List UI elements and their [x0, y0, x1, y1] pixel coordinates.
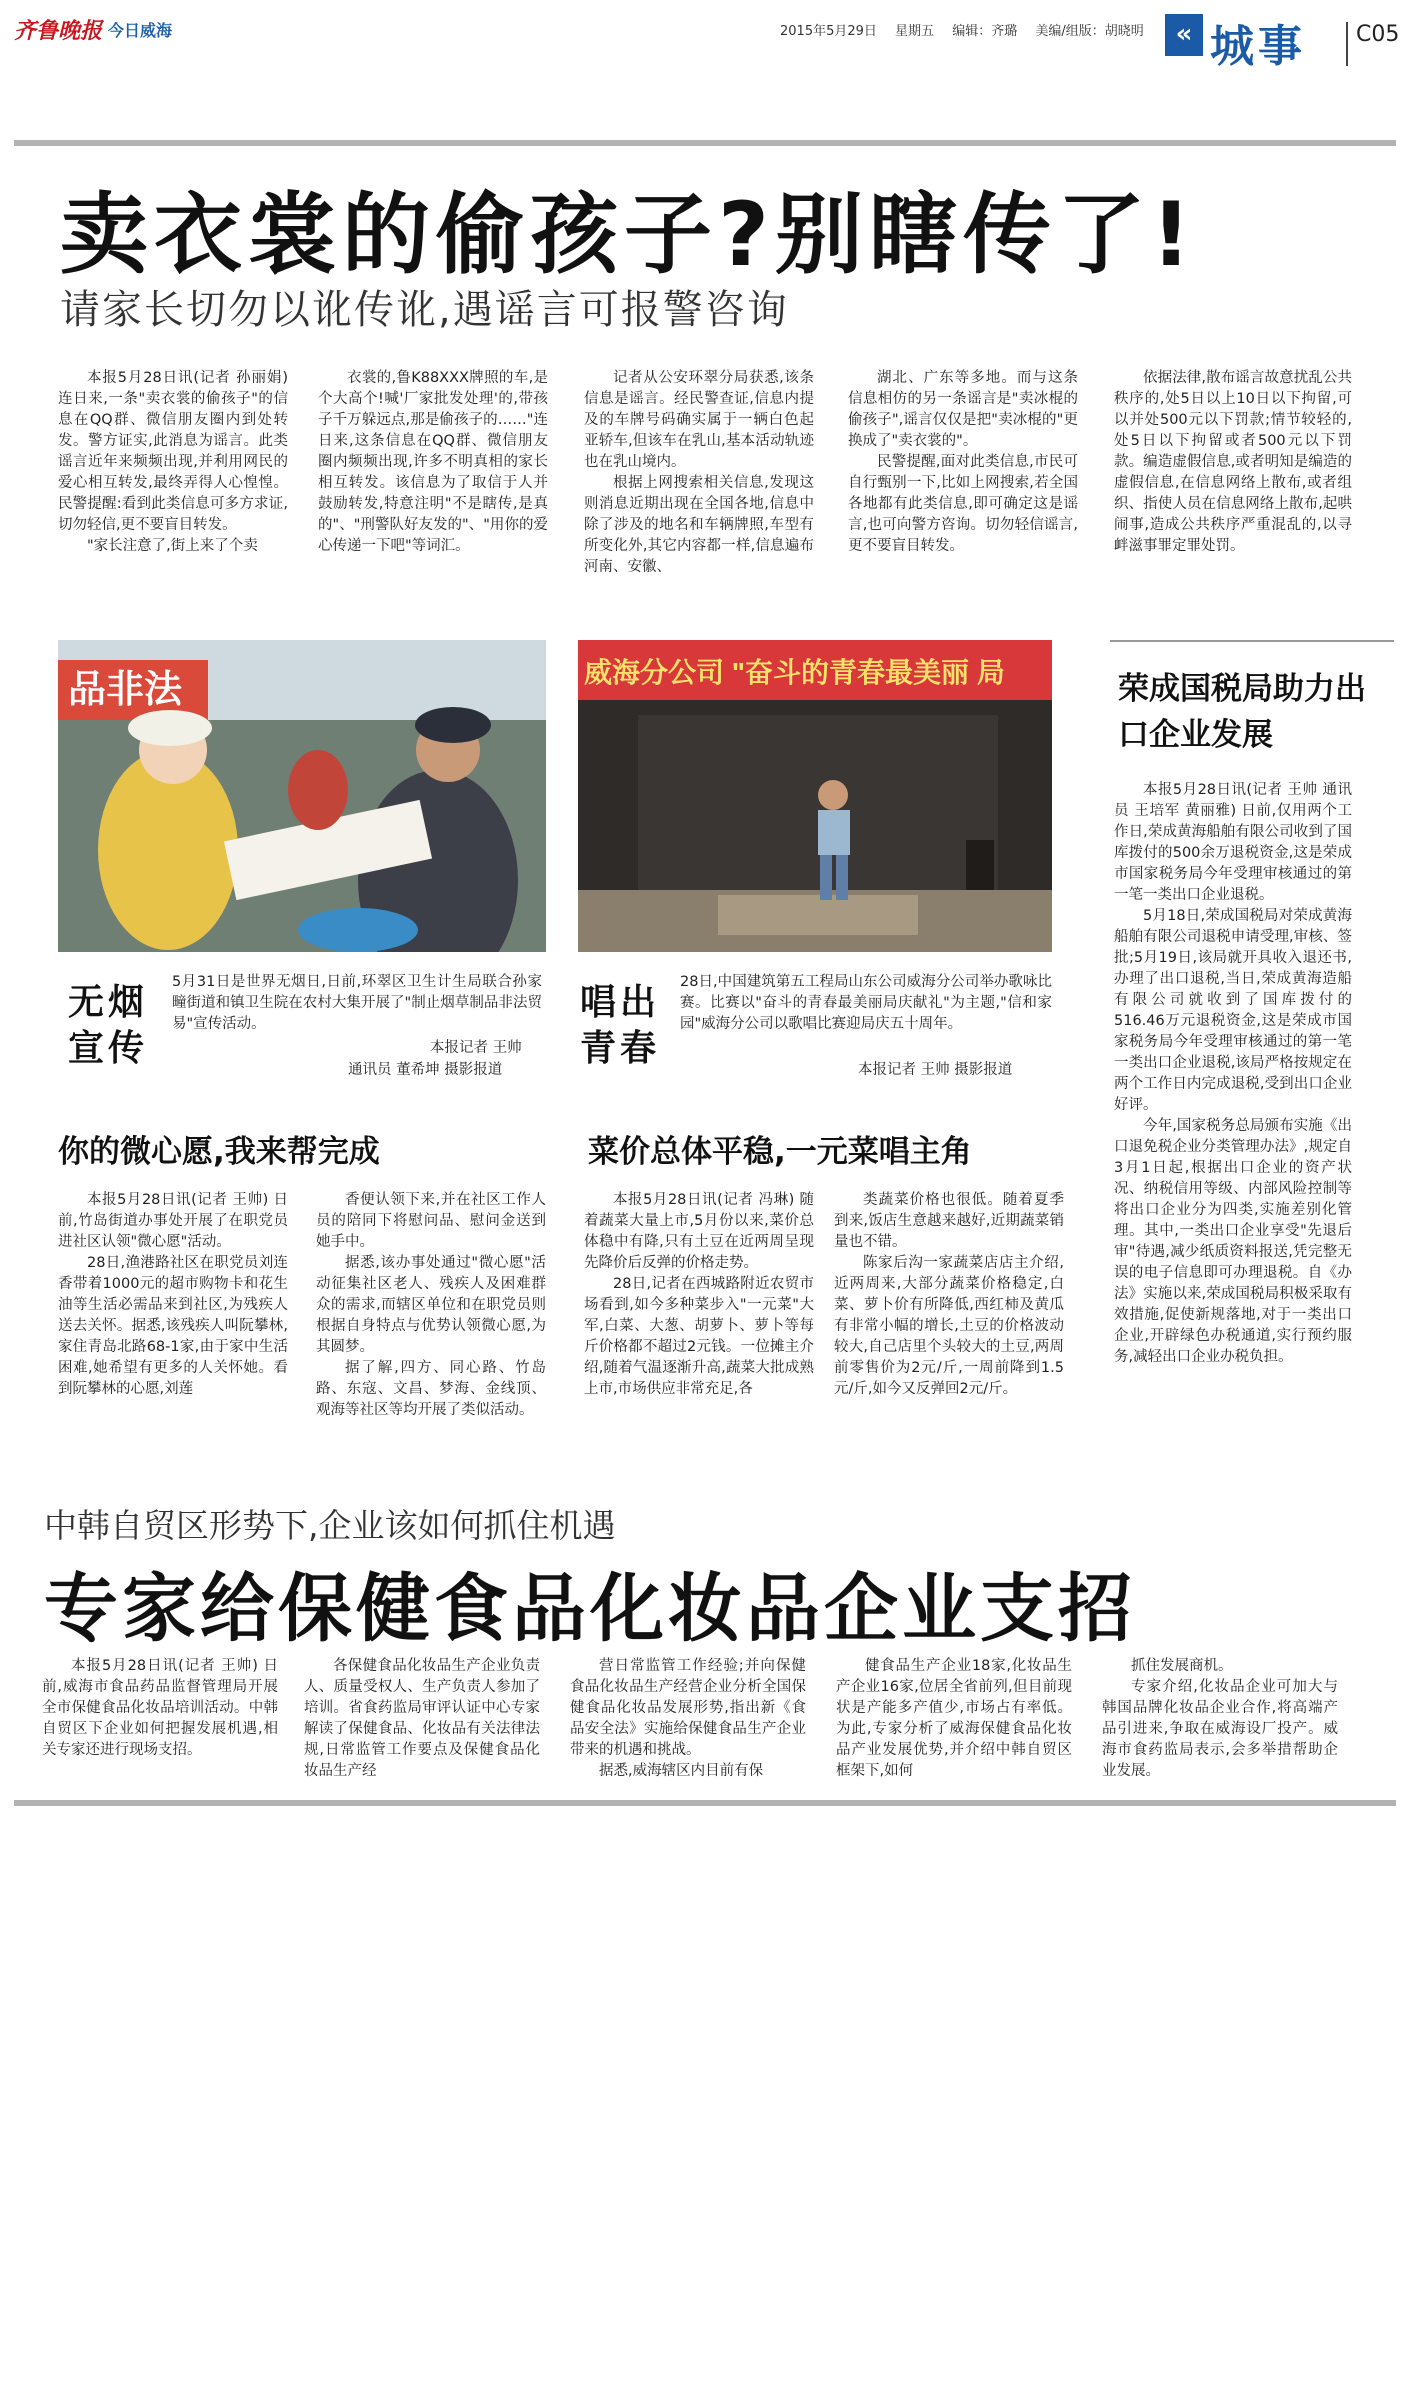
photo1-credit-1: 本报记者 王帅 [430, 1040, 522, 1056]
wish-col-1 [58, 1190, 288, 1466]
main-col-text: 民警提醒,面对此类信息,市民可自行甄别一下,比如上网搜索,若全国各地都有此类信息,即可确定这是谣言,也可向警方咨询。切勿轻信谣言,更不要盲目转发。 [848, 454, 1078, 554]
fta-col-text: 各保健食品化妆品生产企业负责人、质量受权人、生产负责人参加了培训。省食药监局审评认证中心专家解读了保健食品、化妆品有关法律法规,日常监管工作要点及保健食品化妆品生产经 [304, 1658, 540, 1779]
main-col-text: 本报5月28日讯(记者 孙丽娟) 连日来,一条"卖衣裳的偷孩子"的信息在QQ群、微信朋友圈内到处转发。警方证实,此消息为谣言。此类谣言近年来频频出现,并利用网民的爱心相互转发,最终弄得人心惶惶。民警提醒:看到此类信息可多方求证,切勿轻信,更不要盲目转发。 [58, 370, 288, 533]
fta-col-2 [304, 1656, 540, 1786]
main-col-text: 根据上网搜索相关信息,发现这则消息近期出现在全国各地,信息中除了涉及的地名和车辆牌照,车型有所变化外,其它内容都一样,信息遍布河南、安徽、 [584, 475, 814, 575]
fta-col-text: 专家介绍,化妆品企业可加大与韩国品牌化妆品企业合作,将高端产品引进来,争取在威海设厂投产。威海市食药监局表示,会多举措帮助企业发展。 [1102, 1679, 1338, 1779]
fta-col-1 [42, 1656, 278, 1786]
fta-col-text: 健食品生产企业18家,化妆品生产企业16家,位居全省前列,但目前现状是产能多产值少,市场占有率低。为此,专家分析了威海保健食品化妆品产业发展优势,并介绍中韩自贸区框架下,如何 [836, 1658, 1072, 1779]
sidebar-text: 本报5月28日讯(记者 王帅 通讯员 王培军 黄丽雅) 日前,仅用两个工作日,荣成黄海船舶有限公司收到了国库拨付的500余万退税资金,这是荣成市国家税务局今年受理审核通过的第一笔一类出口企业退税。 [1114, 782, 1352, 903]
sidebar-divider [1110, 640, 1394, 642]
photo1-credit-2: 通讯员 董希坤 摄影报道 [348, 1062, 503, 1078]
veg-col-2 [834, 1190, 1064, 1466]
photo-no-smoking [58, 640, 546, 952]
veg-col-text: 类蔬菜价格也很低。随着夏季到来,饭店生意越来越好,近期蔬菜销量也不错。 [834, 1192, 1064, 1250]
wish-col-2 [316, 1190, 546, 1466]
fta-col-5 [1102, 1656, 1338, 1786]
veg-col-text: 陈家后沟一家蔬菜店店主介绍,近两周来,大部分蔬菜价格稳定,白菜、萝卜价有所降低,西红柿及黄瓜有非常小幅的增长,土豆的价格波动较大,自己店里个头较大的土豆,两周前零售价为2元/斤,一周前降到1.5元/斤,如今又反弹回2元/斤。 [834, 1255, 1064, 1397]
fta-col-3 [570, 1656, 806, 1786]
fta-col-4 [836, 1656, 1072, 1786]
fta-col-text: 营日常监管工作经验;并向保健食品化妆品生产经营企业分析全国保健食品化妆品发展形势,指出新《食品安全法》实施给保健食品生产企业带来的机遇和挑战。 [570, 1658, 806, 1758]
photo-singing-image [578, 640, 1052, 952]
veg-col-text: 28日,记者在西城路附近农贸市场看到,如今多种菜步入"一元菜"大军,白菜、大葱、胡萝卜、萝卜等每斤价格都不超过2元钱。一位摊主介绍,随着气温逐渐升高,蔬菜大批成熟上市,市场供应非常充足,各 [584, 1276, 814, 1397]
photo1-title: 无烟宣传 [68, 982, 149, 1069]
designer-credit: 美编/组版：胡晓明 [1035, 24, 1144, 39]
newspaper-brand: 齐鲁晚报 [14, 18, 103, 44]
main-col-4 [848, 368, 1078, 580]
wish-col-text: 香便认领下来,并在社区工作人员的陪同下将慰问品、慰问金送到她手中。 [316, 1192, 546, 1250]
sidebar-text: 今年,国家税务总局颁布实施《出口退免税企业分类管理办法》,规定自3月1日起,根据出口企业的资产状况、纳税信用等级、内部风险控制等将出口企业分为四类,实施差别化管理。其中,一类出口企业享受"先退后审"待遇,减少纸质资料报送,凭完整无误的电子信息即可办理退税。自《办法》实施以来,荣成国税局积极采取有效措施,促使新规落地,对于一类出口企业,开辟绿色办税通道,实行预约服务,减轻出口企业办税负担。 [1114, 1118, 1352, 1365]
editor-credit: 编辑：齐璐 [952, 24, 1018, 39]
main-col-text: "家长注意了,街上来了个卖 [87, 538, 258, 554]
page-number: C05 [1346, 22, 1399, 66]
fta-headline: 专家给保健食品化妆品企业支招 [44, 1566, 1136, 1652]
wish-col-text: 28日,渔港路社区在职党员刘连香带着1000元的超市购物卡和花生油等生活必需品来到社区,为残疾人送去关怀。据悉,该残疾人叫阮攀林,家住青岛北路68-1家,由于家中生活困难,她希望有更多的人关怀她。看到阮攀林的心愿,刘莲 [58, 1255, 288, 1397]
veg-col-text: 本报5月28日讯(记者 冯琳) 随着蔬菜大量上市,5月份以来,菜价总体稳中有降,只有土豆在近两周呈现先降价后反弹的价格走势。 [584, 1192, 814, 1271]
veg-col-1 [584, 1190, 814, 1466]
photo1-banner: 品非法 [68, 669, 183, 711]
fta-kicker: 中韩自贸区形势下,企业该如何抓住机遇 [44, 1506, 616, 1545]
top-divider [14, 140, 1396, 146]
photo-no-smoking-image [58, 640, 546, 952]
photo1-caption: 5月31日是世界无烟日,日前,环翠区卫生计生局联合孙家疃街道和镇卫生院在农村大集开展了"制止烟草制品非法贸易"宣传活动。 [172, 974, 542, 1032]
main-col-text: 湖北、广东等多地。而与这条信息相仿的另一条谣言是"卖冰棍的偷孩子",谣言仅仅是把"卖冰棍的"更换成了"卖衣裳的"。 [848, 370, 1078, 449]
veg-story-title: 菜价总体平稳,一元菜唱主角 [588, 1134, 972, 1170]
wish-col-text: 本报5月28日讯(记者 王帅) 日前,竹岛街道办事处开展了在职党员进社区认领"微心愿"活动。 [58, 1192, 288, 1250]
main-col-text: 衣裳的,鲁K88XXX牌照的车,是个大高个!喊'厂家批发处理'的,带孩子千万躲远点,那是偷孩子的……"连日来,这条信息在QQ群、微信朋友圈内频频出现,许多不明真相的家长相互转发。该信息为了取信于人并鼓励转发,特意注明"不是瞎传,是真的"、"刑警队好友发的"、"用你的爱心传递一下吧"等词汇。 [318, 370, 548, 554]
fta-col-text: 本报5月28日讯(记者 王帅) 日前,威海市食品药品监督管理局开展全市保健食品化妆品培训活动。中韩自贸区下企业如何把握发展机遇,相关专家还进行现场支招。 [42, 1658, 278, 1758]
photo2-banner: 威海分公司 "奋斗的青春最美丽 局 [584, 657, 1005, 688]
main-subhead: 请家长切勿以讹传讹,遇谣言可报警咨询 [60, 287, 789, 333]
section-name: 城事 [1210, 21, 1306, 72]
wish-col-text: 据悉,该办事处通过"微心愿"活动征集社区老人、残疾人及困难群众的需求,而辖区单位和在职党员则根据自身特点与优势认领微心愿,为其圆梦。 [316, 1255, 546, 1355]
main-col-2 [318, 368, 548, 580]
photo2-title: 唱出青春 [580, 982, 661, 1069]
issue-weekday: 星期五 [895, 24, 935, 39]
main-headline: 卖衣裳的偷孩子?别瞎传了! [60, 183, 1198, 286]
sidebar-title: 荣成国税局助力出口企业发展 [1118, 671, 1366, 753]
issue-date: 2015年5月29日 [780, 24, 877, 39]
main-col-1 [58, 368, 288, 580]
sidebar-text: 5月18日,荣成国税局对荣成黄海船舶有限公司退税申请受理,审核、签批;5月19日,该局就开具收入退还书,办理了出口退税,当日,荣成黄海造船有限公司就收到了国库拨付的516.46万元退税资金,这是荣成市国家税务局今年受理审核通过的第一笔一类出口企业退税,该局严格按规定在两个工作日内完成退税,受到出口企业好评。 [1114, 908, 1352, 1113]
issue-meta [780, 20, 1158, 39]
main-col-text: 依据法律,散布谣言故意扰乱公共秩序的,处5日以上10日以下拘留,可以并处500元以下罚款;情节较轻的,处5日以下拘留或者500元以下罚款。编造虚假信息,或者明知是编造的虚假信息,在信息网络上散布,或者组织、指使人员在信息网络上散布,起哄闹事,造成公共秩序严重混乱的,以寻衅滋事罪定罪处罚。 [1114, 370, 1352, 554]
wish-col-text: 据了解,四方、同心路、竹岛路、东寇、文昌、梦海、金线顶、观海等社区等均开展了类似活动。 [316, 1360, 546, 1418]
bottom-divider [14, 1800, 1396, 1806]
main-col-3 [584, 368, 814, 580]
section-tag: 今日威海 [108, 21, 173, 40]
main-col-5 [1114, 368, 1352, 580]
fta-col-text: 据悉,威海辖区内目前有保 [599, 1763, 764, 1779]
double-chevron-left-icon: « [1165, 14, 1203, 56]
photo-singing [578, 640, 1052, 952]
sidebar-body [1114, 780, 1352, 1480]
fta-col-text: 抓住发展商机。 [1131, 1658, 1233, 1674]
wish-story-title: 你的微心愿,我来帮完成 [58, 1134, 380, 1170]
main-col-text: 记者从公安环翠分局获悉,该条信息是谣言。经民警查证,信息内提及的车牌号码确实属于一辆白色起亚轿车,但该车在乳山,基本活动轨迹也在乳山境内。 [584, 370, 814, 470]
photo2-credit: 本报记者 王帅 摄影报道 [858, 1062, 1013, 1078]
photo2-caption: 28日,中国建筑第五工程局山东公司威海分公司举办歌咏比赛。比赛以"奋斗的青春最美丽局庆献礼"为主题,"信和家园"威海分公司以歌唱比赛迎局庆五十周年。 [680, 974, 1052, 1032]
